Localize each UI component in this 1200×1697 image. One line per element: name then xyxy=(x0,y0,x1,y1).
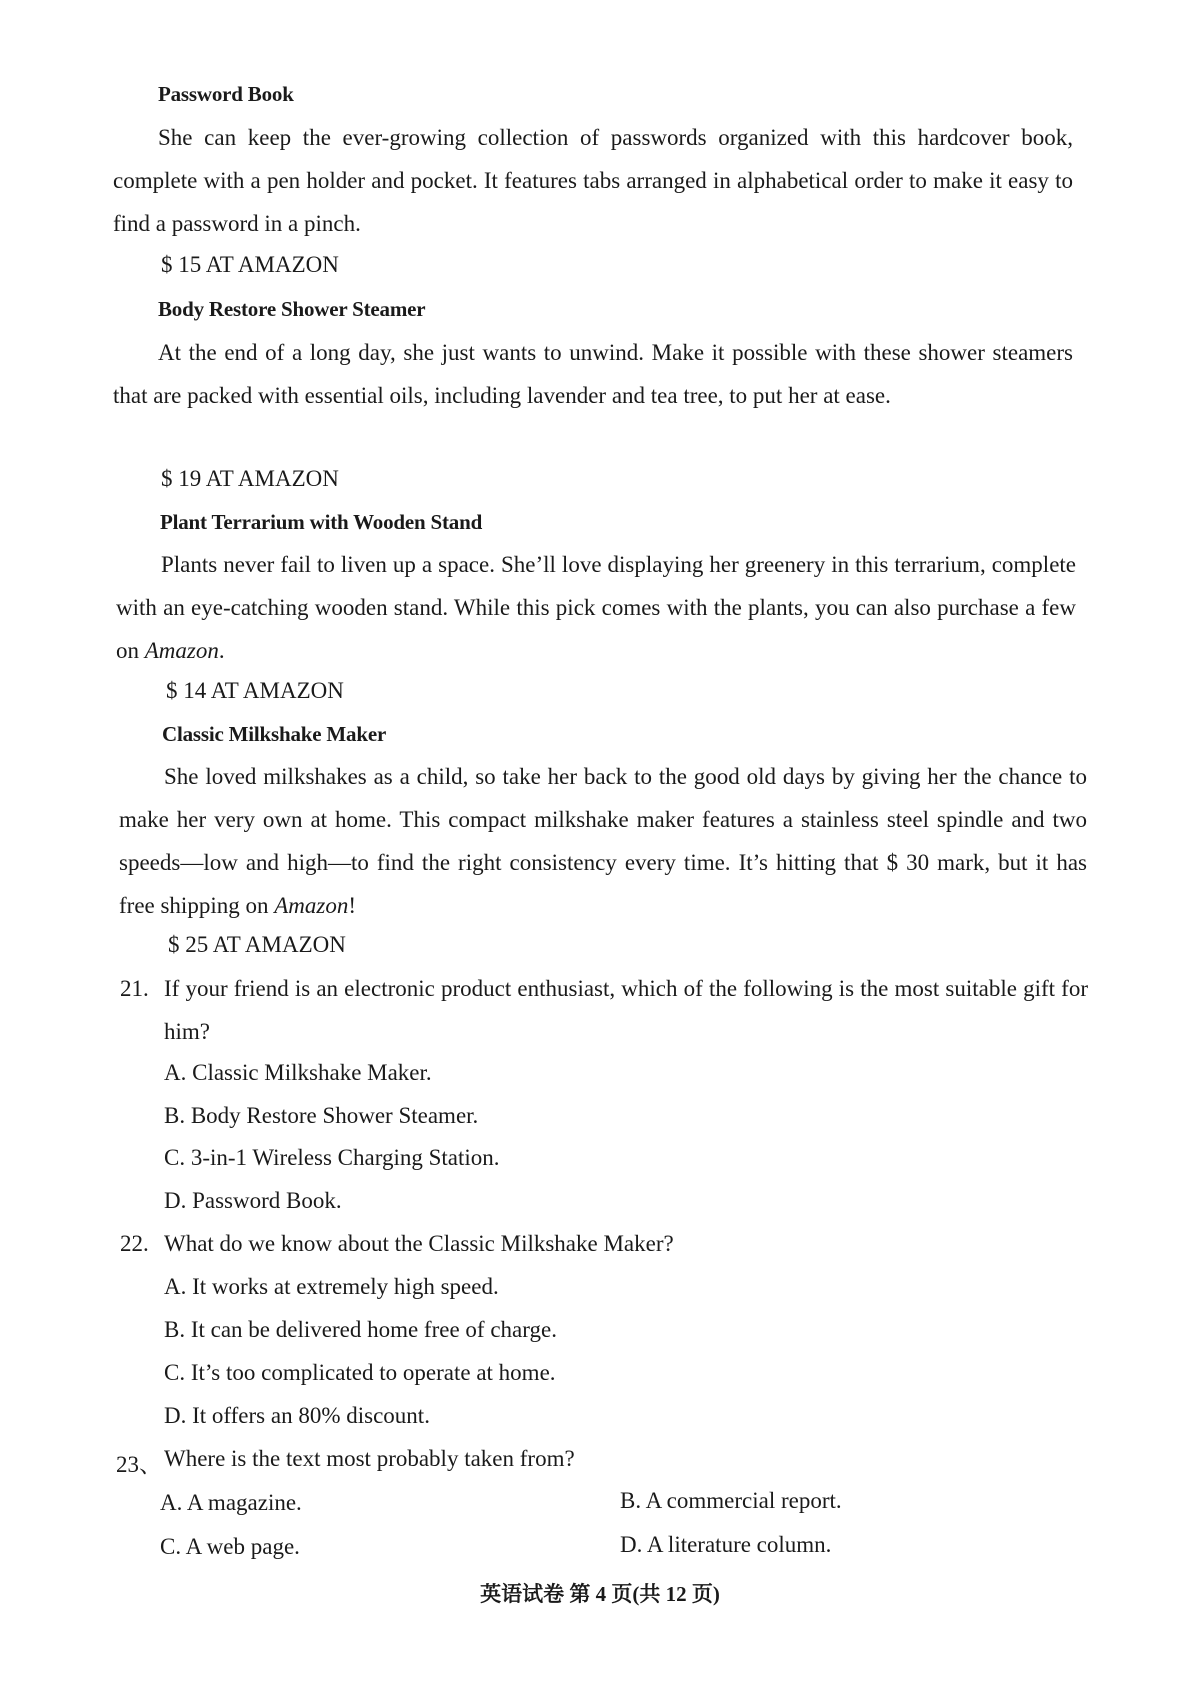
question-23-option-a[interactable]: A. A magazine. xyxy=(160,1490,302,1515)
page-footer: 英语试卷 第 4 页(共 12 页) xyxy=(480,1582,720,1606)
product-title-milkshake-maker: Classic Milkshake Maker xyxy=(162,722,387,746)
question-21-option-d[interactable]: D. Password Book. xyxy=(164,1188,342,1213)
question-21-stem: If your friend is an electronic product enthusiast, which of the following is the most suitable gift for him? xyxy=(164,976,1088,1044)
question-23-stem: Where is the text most probably taken from? xyxy=(164,1446,575,1471)
question-23-option-d[interactable]: D. A literature column. xyxy=(620,1532,832,1557)
product-price-plant-terrarium: $ 14 AT AMAZON xyxy=(166,678,344,703)
question-22-option-c[interactable]: C. It’s too complicated to operate at home. xyxy=(164,1360,556,1385)
question-23-number: 23、 xyxy=(116,1452,162,1477)
question-21-option-a[interactable]: A. Classic Milkshake Maker. xyxy=(164,1060,432,1085)
product-price-password-book: $ 15 AT AMAZON xyxy=(161,252,339,277)
question-22-number: 22. xyxy=(120,1231,149,1256)
product-title-shower-steamer: Body Restore Shower Steamer xyxy=(158,297,426,321)
question-22-option-a[interactable]: A. It works at extremely high speed. xyxy=(164,1274,499,1299)
product-price-milkshake-maker: $ 25 AT AMAZON xyxy=(168,932,346,957)
product-title-password-book: Password Book xyxy=(158,82,294,106)
question-21-number: 21. xyxy=(120,976,149,1001)
product-title-plant-terrarium: Plant Terrarium with Wooden Stand xyxy=(160,510,483,534)
product-desc-milkshake-maker: She loved milkshakes as a child, so take her back to the good old days by giving her the chance to make her very own at home. This compact milkshake maker features a stainless steel spindle and two speeds—low and high—to find the right consistency every time. It’s hitting that $ 30 mark, but it has free shipping on Amazon! xyxy=(119,764,1087,918)
question-21-option-b[interactable]: B. Body Restore Shower Steamer. xyxy=(164,1103,479,1128)
question-22-option-d[interactable]: D. It offers an 80% discount. xyxy=(164,1403,430,1428)
question-23-option-b[interactable]: B. A commercial report. xyxy=(620,1488,842,1513)
product-price-shower-steamer: $ 19 AT AMAZON xyxy=(161,466,339,491)
question-23-option-c[interactable]: C. A web page. xyxy=(160,1534,300,1559)
product-desc-password-book: She can keep the ever-growing collection of passwords organized with this hardcover book, complete with a pen holder and pocket. It features tabs arranged in alphabetical order to make it easy to find a password in a pinch. xyxy=(113,125,1073,236)
question-21-option-c[interactable]: C. 3-in-1 Wireless Charging Station. xyxy=(164,1145,500,1170)
question-22-stem: What do we know about the Classic Milkshake Maker? xyxy=(164,1231,674,1256)
product-desc-shower-steamer: At the end of a long day, she just wants to unwind. Make it possible with these shower steamers that are packed with essential oils, including lavender and tea tree, to put her at ease. xyxy=(113,340,1073,408)
product-desc-plant-terrarium: Plants never fail to liven up a space. She’ll love displaying her greenery in this terrarium, complete with an eye-catching wooden stand. While this pick comes with the plants, you can also purchase a few on Amazon. xyxy=(116,552,1076,663)
question-22-option-b[interactable]: B. It can be delivered home free of charge. xyxy=(164,1317,557,1342)
